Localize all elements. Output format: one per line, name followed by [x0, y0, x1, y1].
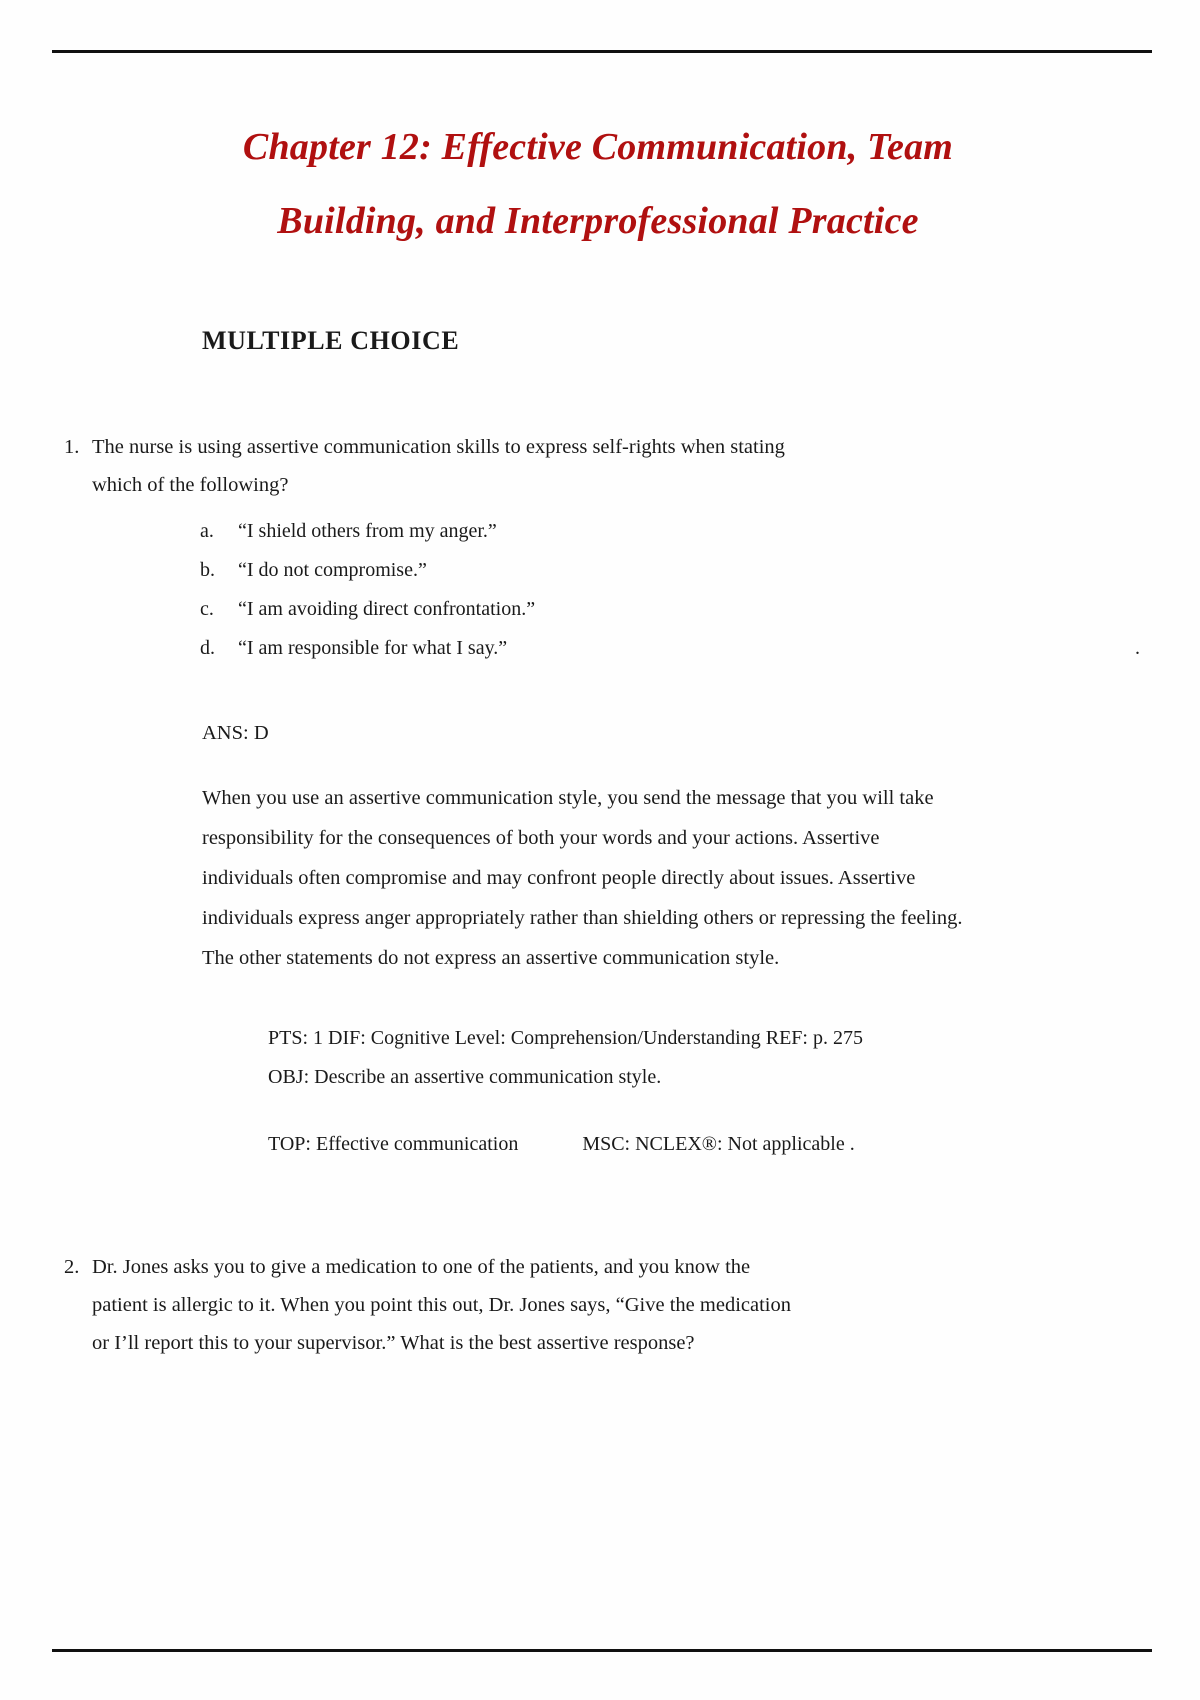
- answer-rationale: When you use an assertive communication style, you send the message that you will take responsibility for the consequences of both your words and your actions. Assertive individuals often compromise and may confront people directly about issues. Assertive individuals express anger appropriately rather than shielding others or repressing the feeling. The other statements do not express an assertive communication style.: [202, 787, 963, 970]
- question-2-number: 2.: [64, 1256, 80, 1279]
- option-d-trailing-mark: .: [1135, 637, 1140, 660]
- option-a-text: “I shield others from my anger.”: [238, 520, 497, 543]
- question-1: [56, 428, 1140, 504]
- question-2: [56, 1248, 1140, 1362]
- option-d: [200, 629, 1140, 668]
- question-1-text: The nurse is using assertive communication skills to express self-rights when stating which of the following?: [92, 436, 785, 497]
- metadata-msc-line: MSC: NCLEX®: Not applicable: [582, 1133, 845, 1156]
- question-1-options: [200, 512, 1140, 668]
- page-title-line-1: Chapter 12: Effective Communication, Team: [242, 126, 954, 168]
- option-c: [200, 590, 1140, 629]
- option-b-text: “I do not compromise.”: [238, 559, 427, 582]
- metadata-obj-line: OBJ: Describe an assertive communication style.: [268, 1066, 662, 1089]
- metadata-top-msc-line: [268, 1125, 1028, 1164]
- answer-key: ANS: D: [202, 722, 269, 745]
- option-b: [200, 551, 1140, 590]
- page-title-line-2: Building, and Interprofessional Practice: [277, 200, 919, 243]
- option-b-letter: b.: [200, 559, 215, 582]
- metadata-trailing-mark: .: [849, 1133, 855, 1156]
- option-d-letter: d.: [200, 637, 215, 660]
- page-title: [148, 110, 1048, 258]
- metadata-pts-line: PTS: 1 DIF: Cognitive Level: Comprehension/Understanding REF: p. 275: [268, 1027, 863, 1050]
- header-rule: [52, 50, 1152, 53]
- option-d-text: “I am responsible for what I say.”: [238, 637, 508, 660]
- page-content: [0, 62, 1200, 1363]
- option-c-letter: c.: [200, 598, 214, 621]
- option-c-text: “I am avoiding direct confrontation.”: [238, 598, 536, 621]
- question-1-metadata: [268, 1019, 1028, 1164]
- metadata-top-line: TOP: Effective communication: [268, 1133, 519, 1156]
- question-1-number: 1.: [64, 436, 80, 459]
- section-heading: MULTIPLE CHOICE: [202, 326, 460, 356]
- question-1-answer-block: [202, 714, 972, 979]
- option-a-letter: a.: [200, 520, 214, 543]
- option-a: [200, 512, 1140, 551]
- footer-rule: [52, 1649, 1152, 1652]
- question-2-text: Dr. Jones asks you to give a medication to one of the patients, and you know the patient is allergic to it. When you point this out, Dr. Jones says, “Give the medication or I’ll report this to your supervisor.” What is the best assertive response?: [92, 1256, 791, 1355]
